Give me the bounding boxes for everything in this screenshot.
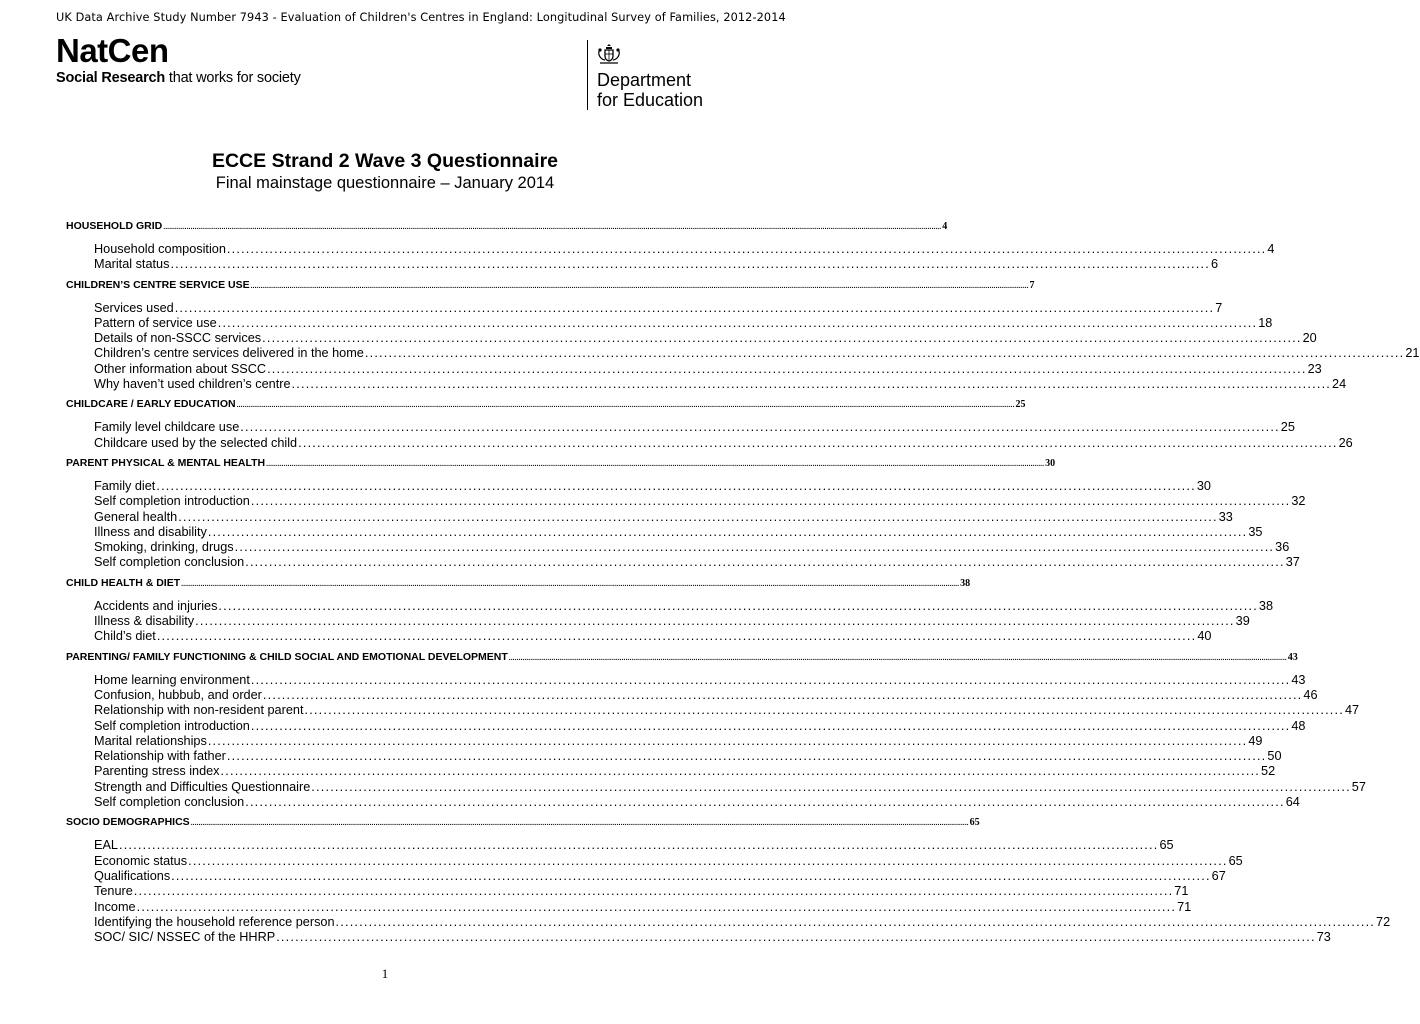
toc-leader-dots: ................................................................................................................................................................................................................................................................................................................................................................................................................: [190, 820, 969, 828]
toc-entry-label: Qualifications: [94, 868, 171, 883]
toc-entry[interactable]: [94, 779, 1366, 795]
toc-entry-page: 65: [1228, 853, 1243, 868]
toc-entry-label: SOC/ SIC/ NSSEC of the HHRP: [94, 930, 276, 945]
toc-subsection-list: [94, 478, 1306, 571]
toc-entry-label: Income: [94, 899, 136, 914]
toc-entry-label: Self completion conclusion: [94, 555, 245, 570]
toc-leader-dots: ............................................................................................................................................................................................................................: [136, 899, 1177, 914]
toc-entry[interactable]: [94, 315, 1273, 331]
toc-entry-page: 33: [1218, 509, 1233, 524]
toc-entry-label: Other information about SSCC: [94, 361, 267, 376]
archive-study-header: UK Data Archive Study Number 7943 - Evaluation of Children's Centres in England: Longitudinal Survey of Families, 2012-2014: [56, 11, 786, 24]
dfe-name-line1: Department: [597, 70, 692, 90]
toc-section-heading[interactable]: [66, 456, 1056, 473]
toc-entry-label: Strength and Difficulties Questionnaire: [94, 779, 311, 794]
toc-entry-label: Details of non-SSCC services: [94, 331, 262, 346]
dfe-name-line2: for Education: [597, 90, 704, 110]
toc-leader-dots: ................................................................................................................................................................................................................................................................................................................................................................................................................: [266, 460, 1045, 468]
toc-entry-label: Illness & disability: [94, 614, 195, 629]
toc-leader-dots: ............................................................................................................................................................................................................................: [220, 764, 1261, 779]
toc-leader-dots: ............................................................................................................................................................................................................................: [218, 598, 1258, 613]
page-number: 1: [381, 966, 389, 981]
toc-leader-dots: ............................................................................................................................................................................................................................: [226, 242, 1267, 256]
toc-entry-page: 73: [1316, 930, 1331, 945]
toc-entry-page: 30: [1196, 478, 1211, 493]
toc-leader-dots: ............................................................................................................................................................................................................................: [188, 853, 1228, 868]
toc-entry[interactable]: [94, 494, 1306, 509]
toc-entry[interactable]: [94, 629, 1212, 644]
toc-entry-page: 49: [1248, 733, 1263, 748]
toc-leader-dots: ............................................................................................................................................................................................................................: [118, 838, 1159, 853]
toc-entry-page: 21: [1405, 346, 1420, 361]
toc-entry[interactable]: [94, 884, 1189, 899]
toc-entry-page: 23: [1307, 361, 1322, 376]
toc-leader-dots: ............................................................................................................................................................................................................................: [170, 257, 1210, 272]
toc-entry-label: Relationship with father: [94, 749, 226, 764]
toc-entry[interactable]: [94, 346, 1420, 361]
toc-entry-page: 52: [1261, 764, 1276, 779]
toc-leader-dots: ............................................................................................................................................................................................................................: [291, 377, 1332, 392]
toc-entry-label: Self completion introduction: [94, 718, 250, 733]
toc-entry-label: Family diet: [94, 478, 156, 493]
toc-entry-label: Illness and disability: [94, 524, 207, 539]
toc-entry-label: Economic status: [94, 853, 188, 868]
toc-leader-dots: ............................................................................................................................................................................................................................: [174, 300, 1215, 315]
toc-subsection-list: [94, 420, 1353, 451]
toc-leader-dots: ............................................................................................................................................................................................................................: [156, 478, 1196, 493]
toc-entry-label: Self completion conclusion: [94, 795, 245, 810]
toc-entry[interactable]: [94, 687, 1318, 703]
toc-subsection-list: [94, 598, 1274, 645]
toc-entry-label: Accidents and injuries: [94, 598, 218, 613]
toc-section-label: HOUSEHOLD GRID: [66, 220, 163, 232]
toc-section-label: SOCIO DEMOGRAPHICS: [66, 816, 190, 829]
toc-leader-dots: ............................................................................................................................................................................................................................: [207, 524, 1248, 539]
toc-leader-dots: ................................................................................................................................................................................................................................................................................................................................................................................................................: [163, 224, 942, 231]
toc-entry[interactable]: [94, 555, 1300, 570]
toc-entry-label: Self completion introduction: [94, 494, 250, 509]
toc-leader-dots: ............................................................................................................................................................................................................................: [133, 884, 1174, 899]
toc-section-label: PARENT PHYSICAL & MENTAL HEALTH: [66, 456, 266, 469]
toc-entry-page: 40: [1197, 629, 1212, 644]
toc-entry[interactable]: [94, 718, 1306, 734]
toc-entry[interactable]: [94, 899, 1192, 915]
toc-entry-label: Confusion, hubbub, and order: [94, 687, 262, 702]
toc-section-heading[interactable]: [66, 576, 971, 593]
toc-entry-label: Pattern of service use: [94, 315, 217, 330]
toc-leader-dots: ............................................................................................................................................................................................................................: [250, 494, 1291, 509]
toc-entry[interactable]: [94, 509, 1233, 525]
toc-entry-page: 18: [1258, 315, 1273, 330]
toc-section-page: 30: [1045, 457, 1056, 469]
toc-entry-label: Home learning environment: [94, 672, 250, 687]
toc-entry-page: 71: [1174, 884, 1189, 899]
toc-entry-page: 37: [1285, 555, 1300, 570]
toc-entry-label: Smoking, drinking, drugs: [94, 540, 234, 555]
toc-leader-dots: ............................................................................................................................................................................................................................: [250, 718, 1291, 733]
toc-entry-page: 38: [1258, 598, 1274, 613]
toc-entry-label: Children’s centre services delivered in the home: [94, 346, 364, 361]
toc-section-page: 25: [1015, 399, 1026, 411]
royal-crest-icon: [596, 42, 622, 66]
toc-leader-dots: ............................................................................................................................................................................................................................: [311, 779, 1351, 794]
toc-leader-dots: ............................................................................................................................................................................................................................: [276, 930, 1316, 945]
toc-entry-page: 39: [1235, 614, 1250, 629]
toc-entry[interactable]: [94, 331, 1317, 346]
toc-entry-page: 32: [1291, 494, 1306, 509]
toc-entry[interactable]: [94, 868, 1226, 884]
toc-entry-page: 20: [1302, 331, 1317, 346]
toc-leader-dots: ............................................................................................................................................................................................................................: [267, 361, 1307, 376]
toc-leader-dots: ............................................................................................................................................................................................................................: [234, 540, 1275, 555]
toc-entry-page: 64: [1285, 795, 1300, 810]
toc-entry[interactable]: [94, 435, 1353, 451]
toc-entry-page: 7: [1215, 300, 1223, 315]
toc-section-page: 7: [1029, 279, 1035, 291]
toc-entry-page: 72: [1376, 914, 1391, 929]
toc-section-page: 38: [960, 577, 971, 589]
toc-leader-dots: ............................................................................................................................................................................................................................: [262, 687, 1303, 702]
toc-entry[interactable]: [94, 764, 1276, 779]
toc-entry[interactable]: [94, 930, 1331, 945]
toc-leader-dots: ................................................................................................................................................................................................................................................................................................................................................................................................................: [236, 402, 1015, 410]
toc-entry-label: EAL: [94, 838, 118, 853]
toc-entry-page: 57: [1351, 779, 1366, 794]
toc-leader-dots: ............................................................................................................................................................................................................................: [364, 346, 1405, 361]
toc-entry[interactable]: [94, 703, 1360, 718]
toc-entry[interactable]: [94, 524, 1263, 540]
toc-entry-page: 67: [1211, 868, 1226, 883]
toc-entry[interactable]: [94, 795, 1300, 810]
toc-section-heading[interactable]: [66, 816, 980, 832]
toc-entry-label: Childcare used by the selected child: [94, 435, 298, 450]
toc-entry-label: Why haven’t used children’s centre: [94, 377, 291, 392]
toc-section-label: CHILDREN’S CENTRE SERVICE USE: [66, 278, 250, 291]
toc-section-label: CHILDCARE / EARLY EDUCATION: [66, 398, 236, 411]
toc-leader-dots: ............................................................................................................................................................................................................................: [171, 868, 1211, 883]
toc-entry-page: 71: [1177, 899, 1192, 914]
natcen-tagline-rest: that works for society: [165, 70, 301, 86]
toc-leader-dots: ............................................................................................................................................................................................................................: [304, 703, 1344, 718]
toc-subsection-list: [94, 838, 1391, 945]
natcen-wordmark: NatCen: [56, 32, 169, 69]
dfe-divider: [587, 40, 588, 110]
toc-entry[interactable]: [94, 598, 1274, 614]
toc-leader-dots: ............................................................................................................................................................................................................................: [207, 733, 1248, 748]
toc-leader-dots: ............................................................................................................................................................................................................................: [156, 629, 1197, 644]
toc-entry-label: General health: [94, 509, 178, 524]
toc-entry[interactable]: [94, 749, 1282, 764]
toc-leader-dots: ............................................................................................................................................................................................................................: [226, 749, 1267, 764]
toc-entry[interactable]: [94, 361, 1322, 377]
toc-leader-dots: ............................................................................................................................................................................................................................: [217, 315, 1258, 330]
toc-entry-page: 25: [1280, 420, 1295, 435]
toc-section-heading[interactable]: [66, 220, 948, 236]
toc-leader-dots: ............................................................................................................................................................................................................................: [250, 672, 1291, 687]
toc-entry-label: Identifying the household reference person: [94, 914, 335, 929]
toc-leader-dots: ................................................................................................................................................................................................................................................................................................................................................................................................................: [181, 580, 960, 588]
toc-section-page: 43: [1287, 651, 1298, 663]
toc-entry[interactable]: [94, 300, 1223, 316]
toc-leader-dots: ............................................................................................................................................................................................................................: [298, 435, 1338, 450]
toc-entry-page: 50: [1267, 749, 1282, 764]
toc-entry[interactable]: [94, 478, 1211, 494]
toc-leader-dots: ............................................................................................................................................................................................................................: [195, 614, 1235, 629]
toc-entry[interactable]: [94, 838, 1174, 853]
toc-entry-page: 24: [1332, 377, 1347, 392]
toc-entry-label: Family level childcare use: [94, 420, 240, 435]
toc-entry[interactable]: [94, 853, 1243, 869]
toc-leader-dots: ............................................................................................................................................................................................................................: [178, 509, 1218, 524]
toc-entry-label: Child’s diet: [94, 629, 156, 644]
toc-entry[interactable]: [94, 257, 1219, 272]
toc-leader-dots: ............................................................................................................................................................................................................................: [240, 420, 1280, 435]
toc-entry-label: Household composition: [94, 242, 226, 256]
toc-entry-page: 47: [1344, 703, 1360, 718]
document-title: ECCE Strand 2 Wave 3 Questionnaire: [211, 150, 559, 172]
natcen-tagline: [56, 69, 301, 87]
toc-leader-dots: ............................................................................................................................................................................................................................: [335, 914, 1376, 929]
toc-entry-label: Tenure: [94, 884, 133, 899]
toc-section-label: PARENTING/ FAMILY FUNCTIONING & CHILD SOCIAL AND EMOTIONAL DEVELOPMENT: [66, 650, 508, 663]
toc-entry[interactable]: [94, 377, 1347, 392]
natcen-logo: [56, 34, 301, 87]
toc-entry[interactable]: [94, 733, 1263, 749]
toc-entry-label: Services used: [94, 300, 174, 315]
toc-entry-page: 46: [1303, 687, 1318, 702]
toc-entry-page: 35: [1248, 524, 1263, 539]
toc-entry-label: Relationship with non-resident parent: [94, 703, 304, 718]
toc-leader-dots: ............................................................................................................................................................................................................................: [245, 555, 1285, 570]
table-of-contents: [66, 220, 1420, 951]
toc-entry[interactable]: [94, 914, 1391, 930]
toc-leader-dots: ............................................................................................................................................................................................................................: [245, 795, 1285, 810]
toc-section-page: 4: [942, 221, 948, 232]
toc-entry[interactable]: [94, 672, 1306, 688]
toc-subsection-list: [94, 242, 1275, 273]
natcen-tagline-bold: Social Research: [56, 70, 166, 86]
toc-section-heading[interactable]: [66, 398, 1026, 414]
toc-entry-page: 48: [1291, 718, 1306, 733]
toc-entry-page: 4: [1267, 242, 1275, 256]
toc-entry[interactable]: [94, 614, 1250, 629]
toc-section-heading[interactable]: [66, 650, 1298, 667]
toc-entry-page: 43: [1291, 672, 1306, 687]
toc-entry-label: Parenting stress index: [94, 764, 220, 779]
toc-entry[interactable]: [94, 540, 1290, 555]
toc-subsection-list: [94, 300, 1420, 393]
toc-entry[interactable]: [94, 242, 1275, 257]
toc-entry-label: Marital status: [94, 257, 170, 272]
toc-section-page: 65: [969, 817, 980, 829]
toc-entry-page: 6: [1210, 257, 1219, 272]
toc-subsection-list: [94, 672, 1366, 811]
toc-leader-dots: ................................................................................................................................................................................................................................................................................................................................................................................................................: [508, 654, 1287, 662]
toc-entry-page: 26: [1338, 435, 1353, 450]
toc-leader-dots: ............................................................................................................................................................................................................................: [262, 331, 1302, 346]
toc-leader-dots: ................................................................................................................................................................................................................................................................................................................................................................................................................: [250, 282, 1029, 290]
toc-section-label: CHILD HEALTH & DIET: [66, 576, 181, 589]
toc-entry-label: Marital relationships: [94, 733, 207, 748]
document-subtitle: Final mainstage questionnaire – January 2014: [215, 174, 555, 192]
dfe-name: [597, 70, 703, 110]
toc-section-heading[interactable]: [66, 278, 1035, 295]
toc-entry-page: 65: [1159, 838, 1174, 853]
toc-entry[interactable]: [94, 420, 1295, 435]
dfe-logo: [587, 40, 737, 110]
toc-entry-page: 36: [1275, 540, 1290, 555]
